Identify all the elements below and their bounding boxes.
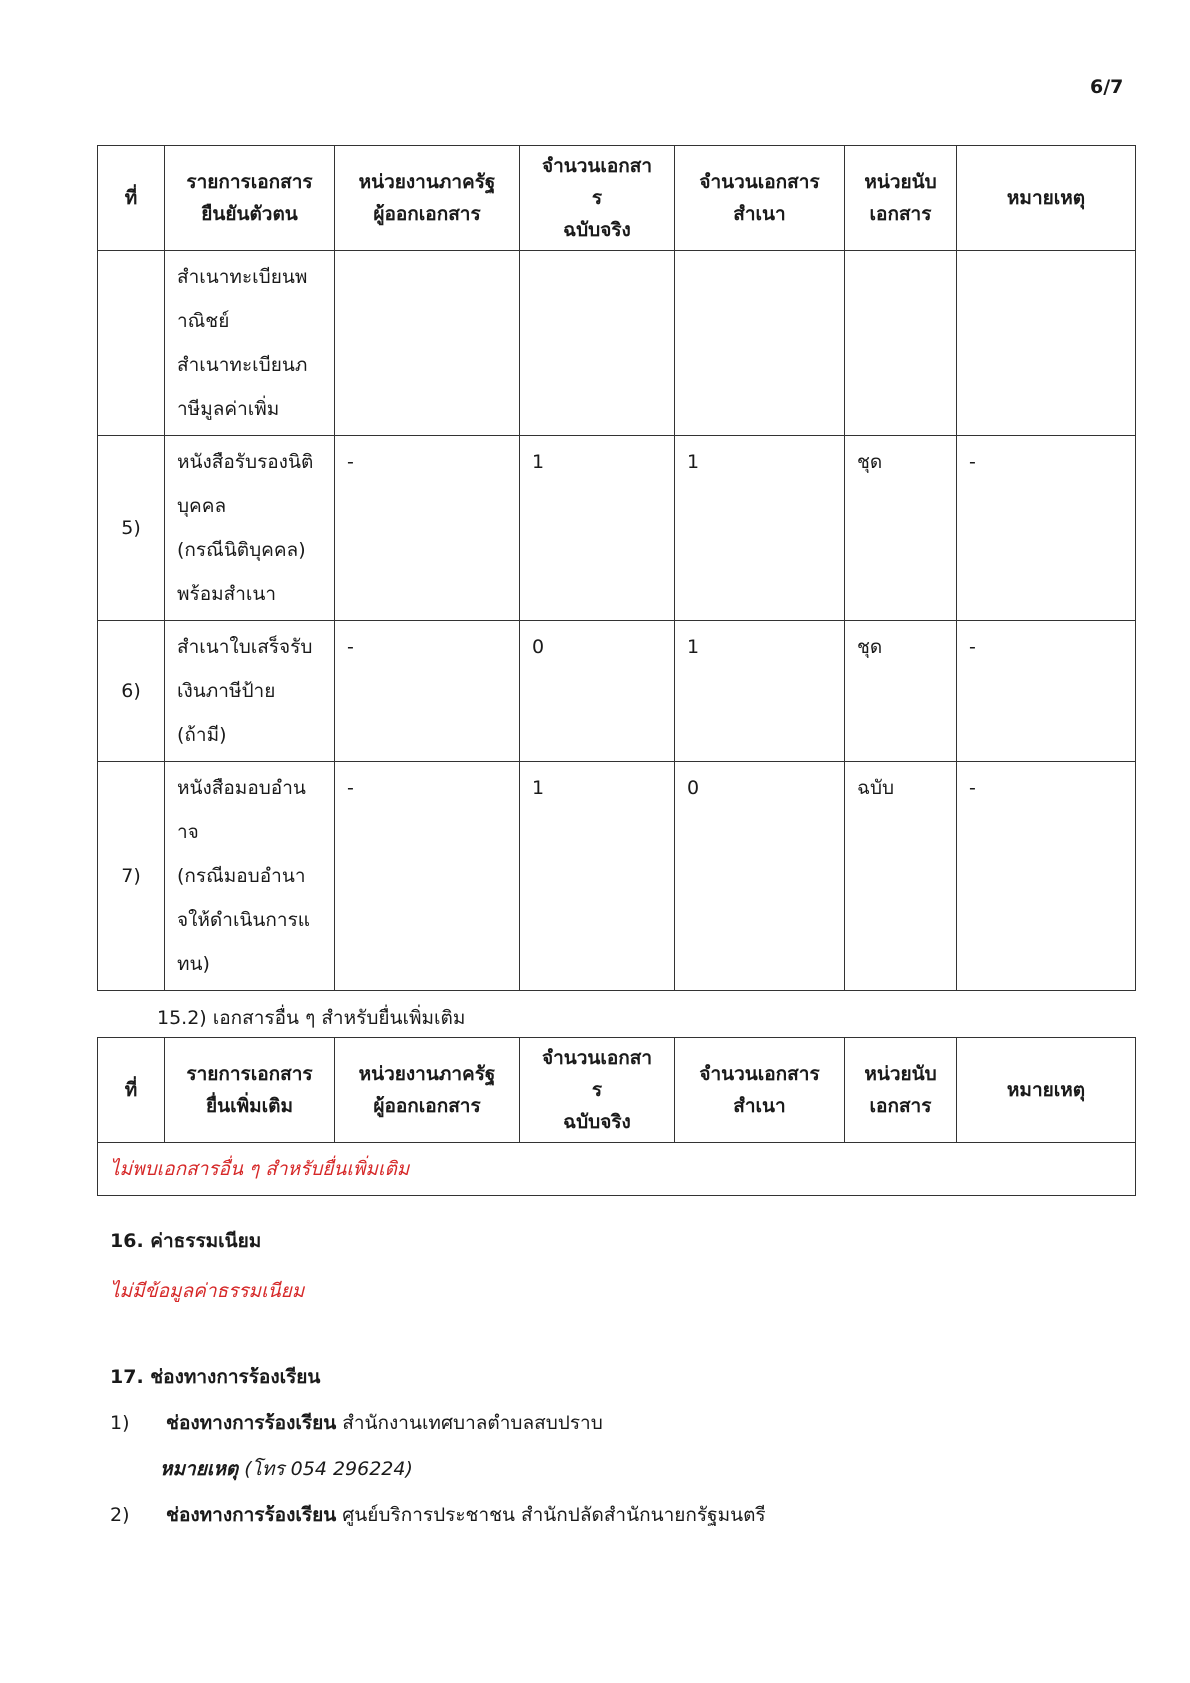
table-row [98,251,1136,436]
complaint-channel-2 [110,1500,766,1530]
note-label: หมายเหตุ [160,1458,239,1480]
complaint-channel-1 [110,1408,603,1438]
table-row [98,762,1136,991]
channel-number: 2) [110,1504,130,1526]
header-agency: หน่วยงานภาครัฐ ผู้ออกเอกสาร [335,146,520,251]
cell-unit: ฉบับ [845,762,957,991]
header-note: หมายเหตุ [957,146,1136,251]
section-15-2-title: 15.2) เอกสารอื่น ๆ สำหรับยื่นเพิ่มเติม [157,1007,466,1029]
table-row [98,621,1136,762]
cell-item: หนังสือรับรองนิติ บุคคล (กรณีนิติบุคคล) พร้อมสำเนา [165,436,335,621]
table-header-row [98,146,1136,251]
cell-agency: - [335,436,520,621]
table-row [98,436,1136,621]
cell-item: สำเนาใบเสร็จรับ เงินภาษีป้าย (ถ้ามี) [165,621,335,762]
cell-copy: 0 [675,762,845,991]
cell-no [98,251,165,436]
header-item: รายการเอกสาร ยืนยันตัวตน [165,146,335,251]
cell-no: 7) [98,762,165,991]
additional-documents-table [97,1037,1136,1196]
cell-agency [335,251,520,436]
cell-unit: ชุด [845,436,957,621]
section-17-title: 17. ช่องทางการร้องเรียน [110,1366,321,1388]
header-no: ที่ [98,1038,165,1143]
header-unit: หน่วยนับ เอกสาร [845,146,957,251]
channel-text: ศูนย์บริการประชาชน สำนักปลัดสำนักนายกรัฐมนตรี [342,1504,766,1526]
cell-agency: - [335,762,520,991]
table-header-row [98,1038,1136,1143]
empty-row [98,1143,1136,1196]
identity-documents-table [97,145,1136,991]
header-copy: จำนวนเอกสาร สำเนา [675,146,845,251]
note-text: (โทร 054 296224) [244,1458,413,1480]
cell-copy [675,251,845,436]
header-note: หมายเหตุ [957,1038,1136,1143]
cell-original: 1 [520,762,675,991]
no-additional-documents-message: ไม่พบเอกสารอื่น ๆ สำหรับยื่นเพิ่มเติม [98,1143,1136,1196]
cell-no: 5) [98,436,165,621]
header-unit: หน่วยนับ เอกสาร [845,1038,957,1143]
channel-label: ช่องทางการร้องเรียน [166,1412,337,1434]
cell-item: สำเนาทะเบียนพ าณิชย์ สำเนาทะเบียนภ าษีมูลค่าเพิ่ม [165,251,335,436]
cell-note: - [957,436,1136,621]
section-16-title: 16. ค่าธรรมเนียม [110,1230,262,1252]
header-original: จำนวนเอกสา ร ฉบับจริง [520,146,675,251]
cell-agency: - [335,621,520,762]
channel-number: 1) [110,1412,130,1434]
cell-note: - [957,621,1136,762]
header-original: จำนวนเอกสา ร ฉบับจริง [520,1038,675,1143]
cell-note: - [957,762,1136,991]
cell-original: 1 [520,436,675,621]
complaint-channel-1-note [160,1454,413,1484]
header-copy: จำนวนเอกสาร สำเนา [675,1038,845,1143]
cell-original: 0 [520,621,675,762]
cell-unit: ชุด [845,621,957,762]
no-fee-message: ไม่มีข้อมูลค่าธรรมเนียม [110,1280,305,1302]
channel-text: สำนักงานเทศบาลตำบลสบปราบ [342,1412,603,1434]
header-agency: หน่วยงานภาครัฐ ผู้ออกเอกสาร [335,1038,520,1143]
cell-copy: 1 [675,621,845,762]
cell-copy: 1 [675,436,845,621]
page-number: 6/7 [1090,76,1124,98]
header-no: ที่ [98,146,165,251]
cell-item: หนังสือมอบอำน าจ (กรณีมอบอำนา จให้ดำเนินการแ ทน) [165,762,335,991]
channel-label: ช่องทางการร้องเรียน [166,1504,337,1526]
cell-unit [845,251,957,436]
header-item: รายการเอกสาร ยื่นเพิ่มเติม [165,1038,335,1143]
cell-note [957,251,1136,436]
cell-no: 6) [98,621,165,762]
cell-original [520,251,675,436]
